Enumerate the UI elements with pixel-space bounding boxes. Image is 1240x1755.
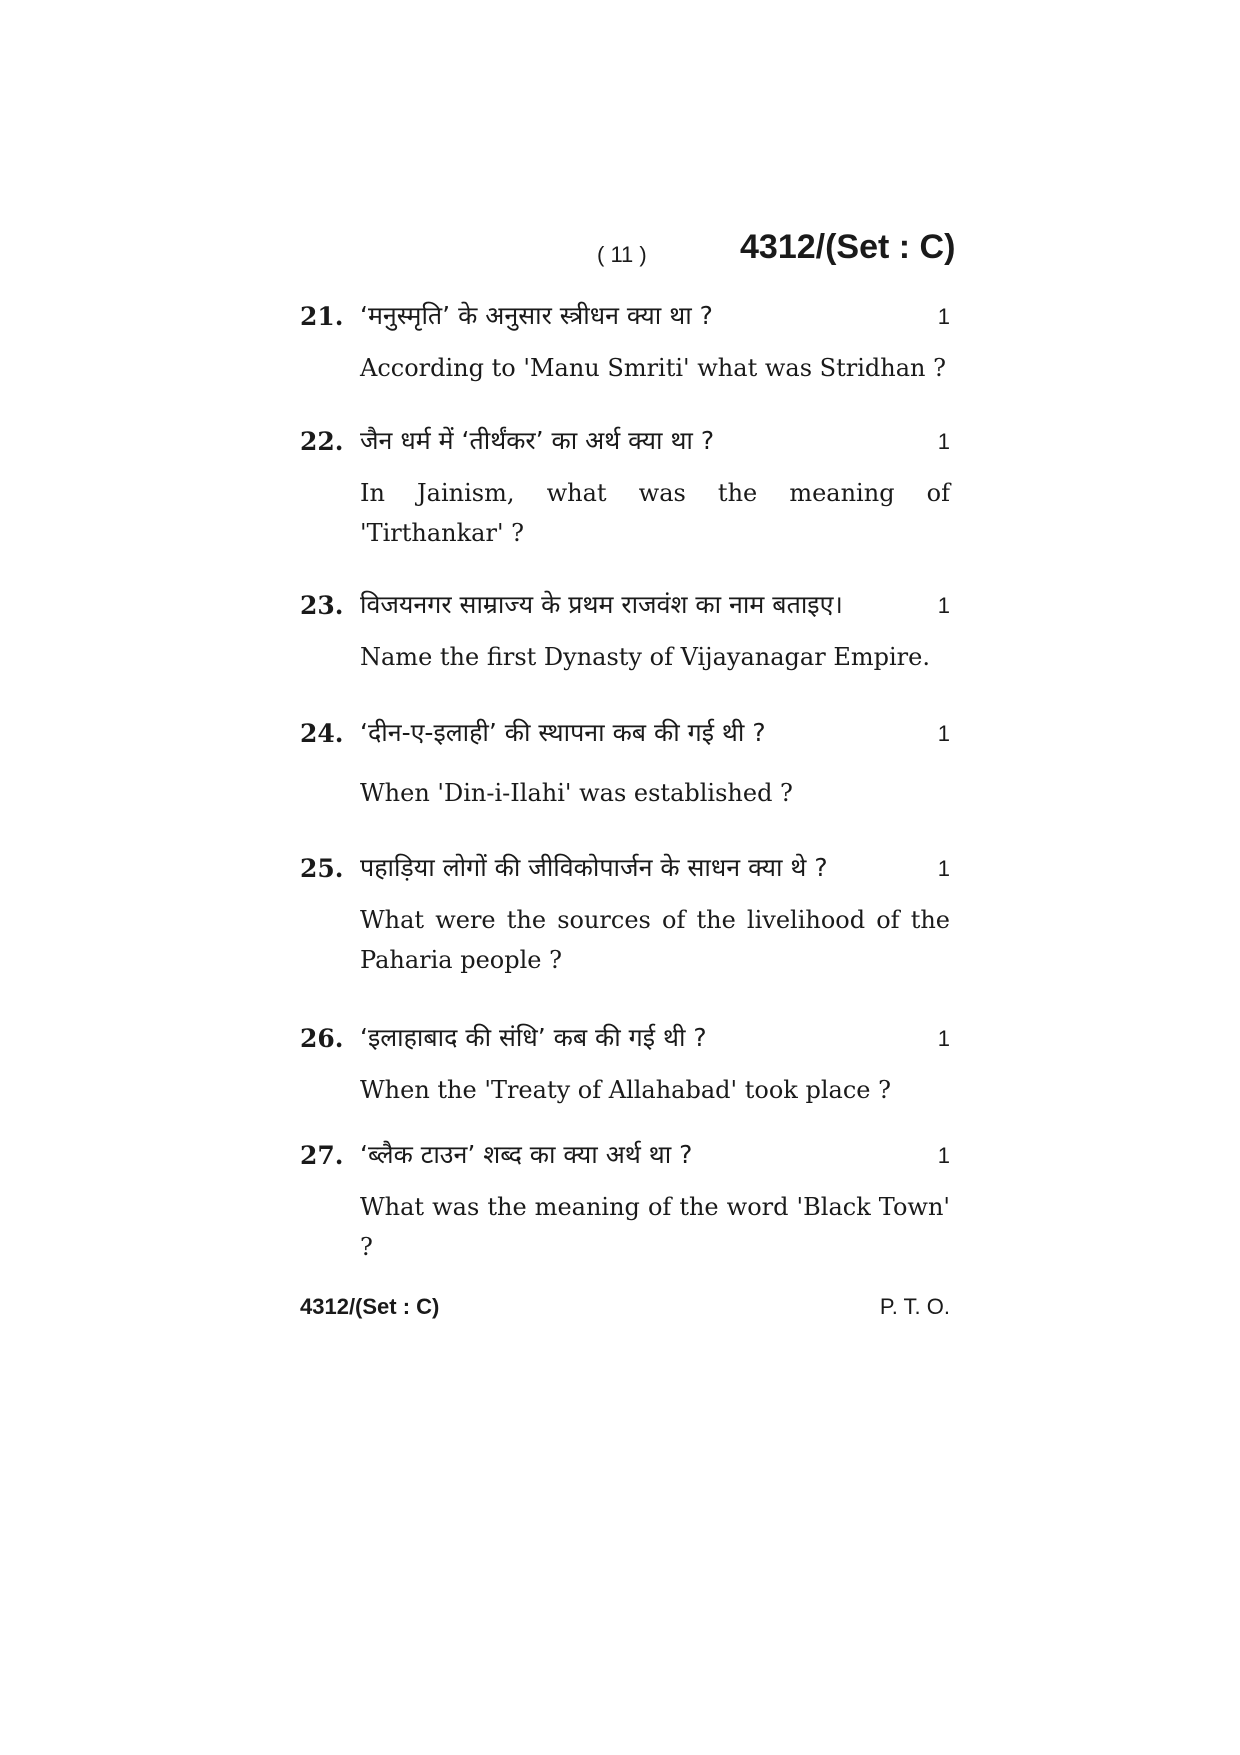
- question-22: [300, 423, 950, 553]
- question-text-hindi: ‘ब्लैक टाउन’ शब्द का क्या अर्थ था ?: [360, 1140, 693, 1169]
- question-23: [300, 587, 950, 677]
- question-marks: 1: [937, 304, 950, 329]
- please-turn-over: P. T. O.: [879, 1294, 950, 1319]
- question-number: 27.: [300, 1141, 344, 1170]
- question-text-english: When the 'Treaty of Allahabad' took place ?: [360, 1076, 891, 1104]
- question-marks: 1: [937, 593, 950, 618]
- question-text-english: What were the sources of the livelihood of the Paharia people ?: [360, 906, 950, 974]
- question-number: 23.: [300, 591, 344, 620]
- question-text-english: According to 'Manu Smriti' what was Stridhan ?: [360, 354, 946, 382]
- question-text-english: What was the meaning of the word 'Black Town' ?: [360, 1193, 950, 1261]
- question-24: [300, 715, 950, 813]
- question-text-hindi: पहाड़िया लोगों की जीविकोपार्जन के साधन क्या थे ?: [360, 853, 828, 882]
- question-marks: 1: [937, 1143, 950, 1168]
- question-marks: 1: [937, 1026, 950, 1051]
- question-text-english: When 'Din-i-Ilahi' was established ?: [360, 779, 793, 807]
- question-number: 24.: [300, 719, 344, 748]
- question-number: 21.: [300, 302, 344, 331]
- question-text-hindi: विजयनगर साम्राज्य के प्रथम राजवंश का नाम बताइए।: [360, 590, 843, 619]
- question-text-hindi: ‘दीन-ए-इलाही’ की स्थापना कब की गई थी ?: [360, 718, 766, 747]
- question-number: 25.: [300, 854, 344, 883]
- page-footer: [300, 1294, 950, 1324]
- question-number: 26.: [300, 1024, 344, 1053]
- question-25: [300, 850, 950, 980]
- paper-code-footer: 4312/(Set : C): [300, 1294, 440, 1319]
- question-text-hindi: ‘इलाहाबाद की संधि’ कब की गई थी ?: [360, 1023, 707, 1052]
- question-text-hindi: ‘मनुस्मृति’ के अनुसार स्त्रीधन क्या था ?: [360, 301, 713, 330]
- question-27: [300, 1137, 950, 1267]
- page-number: ( 11 ): [597, 242, 647, 267]
- question-text-english: Name the first Dynasty of Vijayanagar Empire.: [360, 643, 930, 671]
- question-marks: 1: [937, 856, 950, 881]
- question-26: [300, 1020, 950, 1110]
- paper-code-header: 4312/(Set : C): [740, 228, 956, 266]
- question-21: [300, 298, 950, 388]
- question-text-english: In Jainism, what was the meaning of 'Tirthankar' ?: [360, 479, 950, 547]
- page-header: [0, 228, 1240, 278]
- question-text-hindi: जैन धर्म में ‘तीर्थंकर’ का अर्थ क्या था ?: [360, 426, 715, 455]
- question-number: 22.: [300, 427, 344, 456]
- question-marks: 1: [937, 721, 950, 746]
- question-marks: 1: [937, 429, 950, 454]
